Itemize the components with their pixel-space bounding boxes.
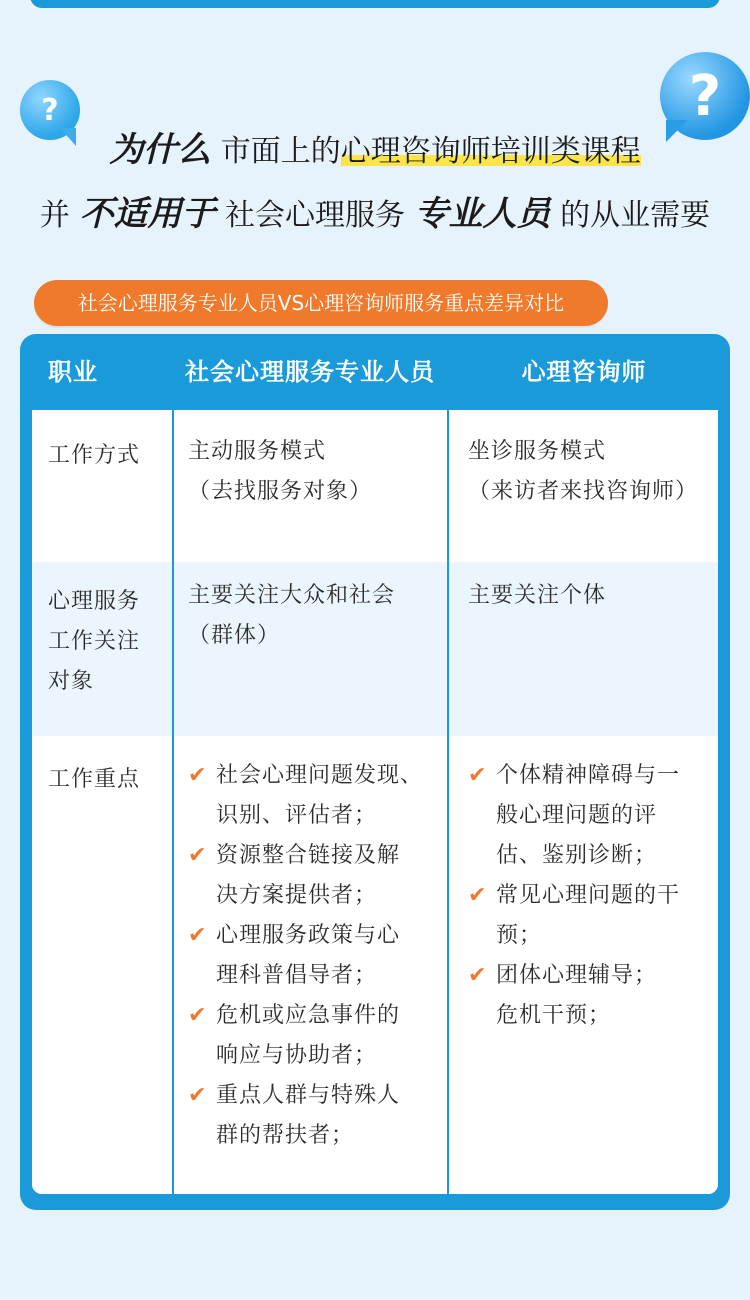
check-icon: ✔ xyxy=(468,883,488,908)
list-item xyxy=(468,756,714,876)
item-line: 团体心理辅导； xyxy=(496,963,658,988)
cell-counselor xyxy=(468,432,714,512)
cell-line: 坐诊服务模式 xyxy=(468,439,607,464)
table-row xyxy=(32,736,718,1194)
headline-highlight: 心理咨询师培训类课程 xyxy=(340,134,641,169)
check-icon: ✔ xyxy=(188,1003,208,1028)
headline-text: 社会心理服务 xyxy=(215,198,415,233)
headline-line-1 xyxy=(0,122,750,171)
row-label-line: 工作方式 xyxy=(48,443,141,468)
list-item xyxy=(188,916,444,996)
cell-line: 主动服务模式 xyxy=(188,439,327,464)
next-section-heading-partial xyxy=(40,1260,720,1300)
check-icon: ✔ xyxy=(188,923,208,948)
item-line: 危机干预； xyxy=(496,1003,612,1028)
item-line: 危机或应急事件的 xyxy=(216,1003,401,1028)
question-mark: ? xyxy=(688,63,722,129)
table-body xyxy=(32,410,718,1194)
table-row xyxy=(32,562,718,736)
row-label-line: 工作重点 xyxy=(48,767,141,792)
list-item xyxy=(468,876,714,956)
checklist xyxy=(188,756,444,1156)
comparison-table xyxy=(20,334,730,1210)
row-label xyxy=(48,760,166,800)
check-icon: ✔ xyxy=(188,763,208,788)
comparison-title-pill: 社会心理服务专业人员VS心理咨询师服务重点差异对比 xyxy=(34,280,608,326)
list-item xyxy=(188,996,444,1076)
cell-social-psych xyxy=(188,756,444,1156)
row-label-line: 对象 xyxy=(48,669,95,694)
item-line: 估、鉴别诊断； xyxy=(496,843,658,868)
row-label xyxy=(48,582,166,702)
item-line: 社会心理问题发现、 xyxy=(216,763,424,788)
item-line: 识别、评估者； xyxy=(216,803,378,828)
row-label-line: 心理服务 xyxy=(48,589,141,614)
question-mark: ? xyxy=(41,92,59,128)
cell-social-psych xyxy=(188,432,444,512)
item-line: 预； xyxy=(496,923,543,948)
cell-line: 主要关注大众和社会 xyxy=(188,583,396,608)
cell-line: （去找服务对象） xyxy=(188,479,373,504)
item-line: 常见心理问题的干 xyxy=(496,883,681,908)
table-row xyxy=(32,410,718,562)
checklist xyxy=(468,756,714,1036)
headline-text: 市面上的 xyxy=(211,134,341,169)
item-line: 心理服务政策与心 xyxy=(216,923,401,948)
row-label xyxy=(48,436,166,476)
table-header xyxy=(20,334,730,410)
headline-emphasis: 专业人员 xyxy=(414,194,551,234)
check-icon: ✔ xyxy=(188,843,208,868)
item-line: 响应与协助者； xyxy=(216,1043,378,1068)
column-divider xyxy=(172,410,174,1194)
headline-emphasis: 为什么 xyxy=(109,130,212,170)
header-social-psych-professional: 社会心理服务专业人员 xyxy=(185,358,435,386)
row-label-line: 工作关注 xyxy=(48,629,141,654)
headline-line-2 xyxy=(0,186,750,235)
item-line: 般心理问题的评 xyxy=(496,803,658,828)
list-item xyxy=(188,836,444,916)
top-decor-strip xyxy=(30,0,720,8)
list-item xyxy=(468,956,714,1036)
headline-emphasis: 不适用于 xyxy=(79,194,216,234)
check-icon: ✔ xyxy=(468,963,488,988)
item-line: 重点人群与特殊人 xyxy=(216,1083,401,1108)
list-item xyxy=(188,1076,444,1156)
check-icon: ✔ xyxy=(188,1083,208,1108)
cell-counselor xyxy=(468,756,714,1036)
headline-text: 并 xyxy=(39,198,80,233)
column-divider xyxy=(447,410,449,1194)
header-counselor: 心理咨询师 xyxy=(521,358,647,386)
cell-social-psych xyxy=(188,576,444,656)
item-line: 个体精神障碍与一 xyxy=(496,763,681,788)
cell-counselor xyxy=(468,576,714,616)
cell-line: 主要关注个体 xyxy=(468,583,607,608)
headline-text: 的从业需要 xyxy=(550,198,711,233)
item-line: 群的帮扶者； xyxy=(216,1123,355,1148)
item-line: 理科普倡导者； xyxy=(216,963,378,988)
check-icon: ✔ xyxy=(468,763,488,788)
cell-line: （群体） xyxy=(188,623,281,648)
list-item xyxy=(188,756,444,836)
cell-line: （来访者来找咨询师） xyxy=(468,479,699,504)
item-line: 资源整合链接及解 xyxy=(216,843,401,868)
header-profession: 职业 xyxy=(48,358,98,386)
item-line: 决方案提供者； xyxy=(216,883,378,908)
